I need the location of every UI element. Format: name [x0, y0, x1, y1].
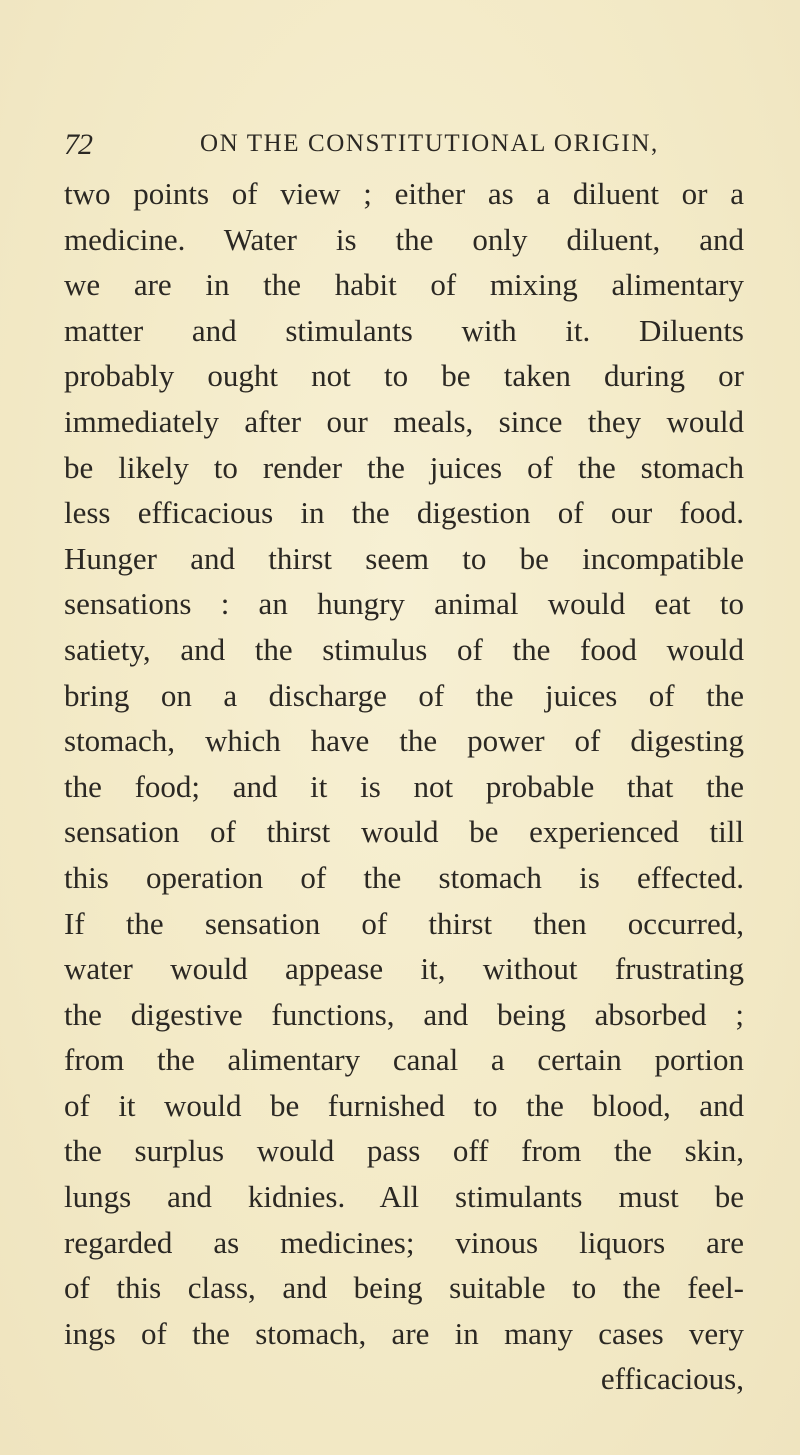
- text-line: If the sensation of thirst then occurred,: [64, 905, 744, 941]
- text-line: be likely to render the juices of the stomach: [64, 449, 744, 485]
- text-line: the food; and it is not probable that the: [64, 768, 744, 804]
- text-line: bring on a discharge of the juices of the: [64, 677, 744, 713]
- text-line: water would appease it, without frustrating: [64, 951, 744, 987]
- text-line: this operation of the stomach is effected.: [64, 859, 744, 895]
- text-line: lungs and kidnies. All stimulants must be: [64, 1179, 744, 1215]
- text-line: less efficacious in the digestion of our food.: [64, 495, 744, 531]
- text-line: we are in the habit of mixing alimentary: [64, 267, 744, 303]
- text-line: matter and stimulants with it. Diluents: [64, 312, 744, 348]
- body-text: [64, 171, 744, 1402]
- text-line: stomach, which have the power of digesting: [64, 723, 744, 759]
- page-header: [64, 128, 744, 160]
- text-line: of it would be furnished to the blood, and: [64, 1087, 744, 1123]
- text-line: two points of view ; either as a diluent or a: [64, 176, 744, 211]
- text-line: ings of the stomach, are in many cases very: [64, 1315, 744, 1351]
- text-line: of this class, and being suitable to the feel-: [64, 1270, 744, 1306]
- text-line: probably ought not to be taken during or: [64, 358, 744, 394]
- text-line: medicine. Water is the only diluent, and: [64, 221, 744, 257]
- text-line: the digestive functions, and being absorbed ;: [64, 996, 744, 1032]
- text-line: regarded as medicines; vinous liquors are: [64, 1224, 744, 1260]
- text-line: satiety, and the stimulus of the food would: [64, 631, 744, 667]
- page-number: 72: [64, 128, 92, 161]
- text-line: efficacious,: [600, 1361, 744, 1397]
- text-line: immediately after our meals, since they would: [64, 403, 744, 439]
- text-line: the surplus would pass off from the skin,: [64, 1133, 744, 1169]
- running-head: ON THE CONSTITUTIONAL ORIGIN,: [200, 130, 659, 157]
- text-line: from the alimentary canal a certain portion: [64, 1042, 744, 1078]
- text-line: Hunger and thirst seem to be incompatible: [64, 540, 744, 576]
- text-line: sensation of thirst would be experienced till: [64, 814, 744, 850]
- text-line: sensations : an hungry animal would eat to: [64, 586, 744, 622]
